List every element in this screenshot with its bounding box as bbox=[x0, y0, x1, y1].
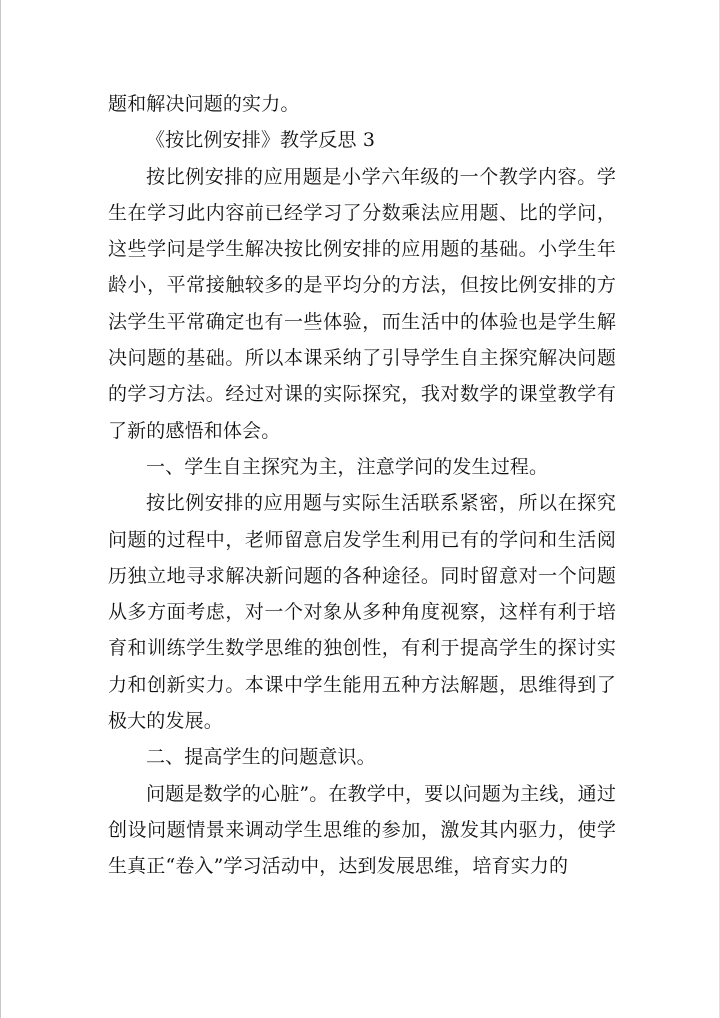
body-paragraph-point-one: 按比例安排的应用题与实际生活联系紧密，所以在探究问题的过程中，老师留意启发学生利用已有的学问和生活阅历独立地寻求解决新问题的各种途径。同时留意对一个问题从多方面考虑，对一个对象从多种角度视察，这样有利于培育和训练学生数学思维的独创性，有利于提高学生的探讨实力和创新实力。本课中学生能用五种方法解题，思维得到了极大的发展。 bbox=[108, 492, 616, 733]
heading-point-one: 一、学生自主探究为主，注意学问的发生过程。 bbox=[146, 455, 549, 478]
heading-point-two: 二、提高学生的问题意识。 bbox=[146, 746, 376, 769]
page-left-border bbox=[0, 0, 1, 1018]
section-title: 《按比例安排》教学反思 3 bbox=[146, 129, 376, 152]
body-paragraph-point-two: 问题是数学的心脏”。在教学中，要以问题为主线，通过创设问题情景来调动学生思维的参加，激发其内驱力，使学生真正“卷入”学习活动中，达到发展思维，培育实力的 bbox=[108, 782, 616, 878]
document-body bbox=[108, 86, 616, 885]
body-paragraph-intro: 按比例安排的应用题是小学六年级的一个教学内容。学生在学习此内容前已经学习了分数乘法应用题、比的学问，这些学问是学生解决按比例安排的应用题的基础。小学生年龄小，平常接触较多的是平均分的方法，但按比例安排的方法学生平常确定也有一些体验，而生活中的体验也是学生解决问题的基础。所以本课采纳了引导学生自主探究解决问题的学习方法。经过对课的实际探究，我对数学的课堂教学有了新的感悟和体会。 bbox=[108, 165, 616, 442]
continued-paragraph-end: 题和解决问题的实力。 bbox=[108, 93, 300, 115]
